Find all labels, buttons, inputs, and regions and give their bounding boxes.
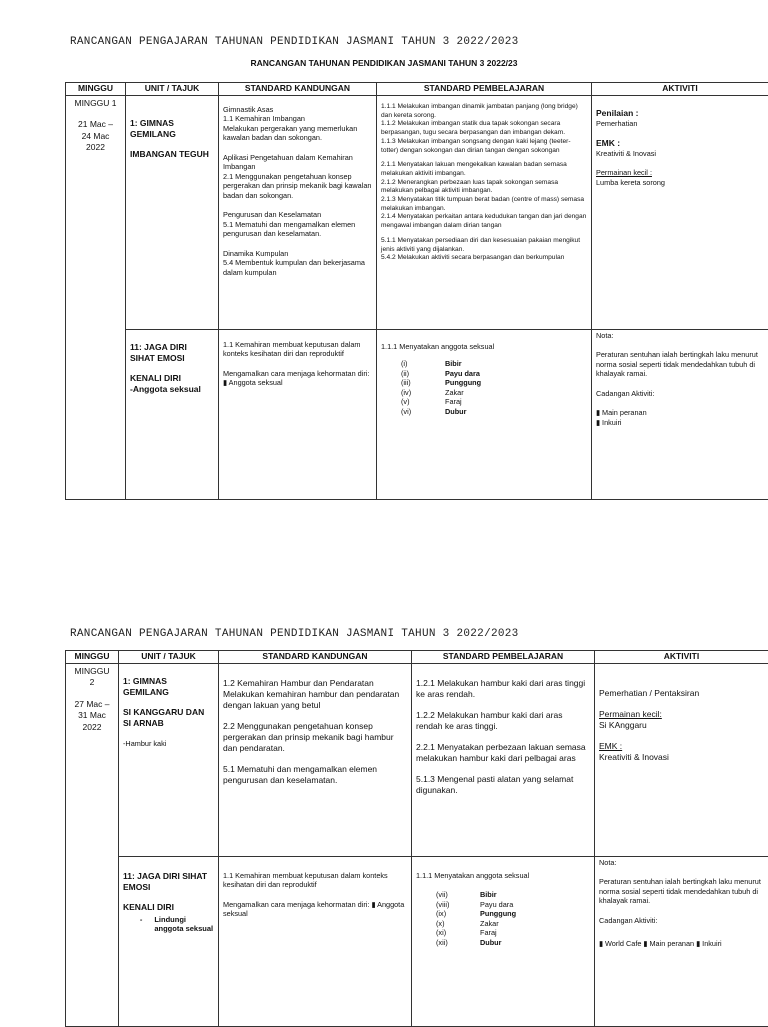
list-item <box>381 407 587 416</box>
table-row <box>66 96 768 330</box>
list-number: (xii) <box>416 938 480 947</box>
column-header-kandungan: STANDARD KANDUNGAN <box>219 83 377 96</box>
pembelajaran-cell <box>377 96 592 330</box>
list-number: (ii) <box>381 369 445 378</box>
table-header-row <box>66 651 768 664</box>
list-number: (vii) <box>416 890 480 899</box>
pembelajaran-item: 1.1.1 Melakukan imbangan dinamik jambatan panjang (long bridge) dan kereta sorong. 1.1.2 Melakukan imbangan statik dua tapak sokongan secara berpasangan, tugu secara berpasangan dan imbangan dekam. 1.1.3 Melakukan imbangan songsang dengan kaki lejang (teeter-totter) dengan sokongan dan dirian tangan dengan sokongan <box>381 103 587 155</box>
emk-value: Kreativiti & Inovasi <box>596 149 764 158</box>
kandungan-cell <box>219 857 412 1027</box>
column-header-aktiviti: AKTIVITI <box>592 83 768 96</box>
list-item <box>416 919 590 928</box>
pembelajaran-cell <box>377 330 592 500</box>
table-row <box>66 664 768 857</box>
column-header-minggu: MINGGU <box>66 83 126 96</box>
pembelajaran-title: 1.1.1 Menyatakan anggota seksual <box>381 342 587 351</box>
list-item <box>381 388 587 397</box>
unit-cell <box>126 96 219 330</box>
list-number: (viii) <box>416 900 480 909</box>
week-label: MINGGU 2 <box>70 666 114 689</box>
unit-title: 1: GIMNAS GEMILANG <box>123 676 214 697</box>
list-word: Dubur <box>445 407 466 416</box>
week-dates: 21 Mac – 24 Mac 2022 <box>70 119 121 153</box>
column-header-aktiviti: AKTIVITI <box>595 651 768 664</box>
kandungan-item: Mengamalkan cara menjaga kehormatan diri: ▮ Anggota seksual <box>223 369 372 388</box>
table-row <box>66 330 768 500</box>
pembelajaran-item: 1.2.2 Melakukan hambur kaki dari aras rendah ke aras tinggi. <box>416 710 590 732</box>
kandungan-item: Aplikasi Pengetahuan dalam Kemahiran Imbangan 2.1 Menggunakan pengetahuan konsep pergerakan dan prinsip mekanik bagi kawalan badan dan sokongan. <box>223 153 372 200</box>
unit-cell <box>119 857 219 1027</box>
column-header-unit: UNIT / TAJUK <box>126 83 219 96</box>
unit-title: 1: GIMNAS GEMILANG <box>130 118 214 139</box>
pembelajaran-item: 5.1.3 Mengenal pasti alatan yang selamat digunakan. <box>416 774 590 796</box>
list-number: (ix) <box>416 909 480 918</box>
week-cell <box>66 96 126 500</box>
unit-subtitle: IMBANGAN TEGUH <box>130 149 214 160</box>
unit-title: 11: JAGA DIRI SIHAT EMOSI <box>123 871 214 892</box>
aktiviti-cell <box>592 330 768 500</box>
kandungan-item: Gimnastik Asas 1.1 Kemahiran Imbangan Melakukan pergerakan yang memerlukan kawalan badan dan sokongan. <box>223 105 372 143</box>
list-word: Payu dara <box>480 900 513 909</box>
column-header-pembelajaran: STANDARD PEMBELAJARAN <box>412 651 595 664</box>
list-item <box>381 369 587 378</box>
kandungan-item: Dinamika Kumpulan 5.4 Membentuk kumpulan dan bekerjasama dalam kumpulan <box>223 249 372 277</box>
cadangan-items: ▮ World Cafe ▮ Main peranan ▮ Inkuiri <box>599 939 764 948</box>
aktiviti-cell <box>595 664 768 857</box>
kandungan-cell <box>219 330 377 500</box>
kandungan-item: 1.1 Kemahiran membuat keputusan dalam konteks kesihatan diri dan reproduktif <box>223 871 407 890</box>
column-header-unit: UNIT / TAJUK <box>119 651 219 664</box>
week-cell <box>66 664 119 1027</box>
emk-value: Kreativiti & Inovasi <box>599 752 764 763</box>
cadangan-label: Cadangan Aktiviti: <box>599 916 764 925</box>
unit-subitem-text: Lindungi anggota seksual <box>154 915 214 934</box>
table-row <box>66 857 768 1027</box>
kandungan-cell <box>219 96 377 330</box>
list-item <box>416 890 590 899</box>
column-header-minggu: MINGGU <box>66 651 119 664</box>
unit-cell <box>126 330 219 500</box>
unit-subtitle: KENALI DIRI <box>123 902 214 913</box>
kandungan-cell <box>219 664 412 857</box>
column-header-pembelajaran: STANDARD PEMBELAJARAN <box>377 83 592 96</box>
lesson-plan-table-week-2 <box>65 650 768 1027</box>
table-header-row <box>66 83 768 96</box>
list-word: Faraj <box>445 397 462 406</box>
list-word: Dubur <box>480 938 501 947</box>
list-item <box>416 928 590 937</box>
unit-subitem <box>123 915 214 934</box>
dash-bullet: - <box>123 915 154 934</box>
nota-label: Nota: <box>596 331 764 340</box>
list-word: Zakar <box>480 919 499 928</box>
week-dates: 27 Mac – 31 Mac 2022 <box>70 699 114 733</box>
document-header: RANCANGAN PENGAJARAN TAHUNAN PENDIDIKAN JASMANI TAHUN 3 2022/2023 <box>70 628 519 640</box>
unit-cell <box>119 664 219 857</box>
list-item <box>381 397 587 406</box>
unit-note: -Hambur kaki <box>123 739 214 748</box>
nota-label: Nota: <box>599 858 764 867</box>
list-word: Punggung <box>480 909 516 918</box>
list-word: Bibir <box>445 359 462 368</box>
list-item <box>381 359 587 368</box>
nota-text: Peraturan sentuhan ialah bertingkah laku menurut norma sosial seperti tidak mendedahkan tubuh di khalayak ramai. <box>596 350 764 378</box>
week-label: MINGGU 1 <box>70 98 121 109</box>
list-number: (vi) <box>381 407 445 416</box>
anggota-list <box>416 890 590 947</box>
document-header: RANCANGAN PENGAJARAN TAHUNAN PENDIDIKAN JASMANI TAHUN 3 2022/2023 <box>70 36 519 48</box>
permainan-value: Si KAnggaru <box>599 720 764 731</box>
kandungan-item: 1.2 Kemahiran Hambur dan Pendaratan Melakukan kemahiran hambur dan pendaratan dengan lakuan yang betul <box>223 678 407 711</box>
list-number: (iv) <box>381 388 445 397</box>
kandungan-item: 1.1 Kemahiran membuat keputusan dalam konteks kesihatan diri dan reproduktif <box>223 340 372 359</box>
column-header-kandungan: STANDARD KANDUNGAN <box>219 651 412 664</box>
list-item <box>416 909 590 918</box>
permainan-label: Permainan kecil : <box>596 168 764 177</box>
list-number: (v) <box>381 397 445 406</box>
pembelajaran-title: 1.1.1 Menyatakan anggota seksual <box>416 871 590 880</box>
pembelajaran-item: 1.2.1 Melakukan hambur kaki dari aras tinggi ke aras rendah. <box>416 678 590 700</box>
pembelajaran-item: 2.2.1 Menyatakan perbezaan lakuan semasa melakukan hambur kaki dari pelbagai aras <box>416 742 590 764</box>
unit-subtitle: KENALI DIRI -Anggota seksual <box>130 373 214 394</box>
penilaian-label: Penilaian : <box>596 108 764 119</box>
aktiviti-cell <box>595 857 768 1027</box>
document-subtitle: RANCANGAN TAHUNAN PENDIDIKAN JASMANI TAHUN 3 2022/23 <box>0 58 768 68</box>
list-word: Faraj <box>480 928 497 937</box>
permainan-label: Permainan kecil: <box>599 709 764 720</box>
penilaian-value: Pemerhatian / Pentaksiran <box>599 688 764 699</box>
list-item <box>381 378 587 387</box>
list-number: (x) <box>416 919 480 928</box>
nota-text: Peraturan sentuhan ialah bertingkah laku menurut norma sosial seperti tidak mendedahkan tubuh di khalayak ramai. <box>599 877 764 905</box>
list-item <box>416 900 590 909</box>
unit-subtitle: SI KANGGARU DAN SI ARNAB <box>123 707 214 728</box>
emk-label: EMK : <box>599 741 764 752</box>
permainan-value: Lumba kereta sorong <box>596 178 764 187</box>
pembelajaran-cell <box>412 857 595 1027</box>
list-number: (iii) <box>381 378 445 387</box>
list-word: Bibir <box>480 890 497 899</box>
list-word: Payu dara <box>445 369 480 378</box>
unit-title: 11: JAGA DIRI SIHAT EMOSI <box>130 342 214 363</box>
cadangan-label: Cadangan Aktiviti: <box>596 389 764 398</box>
emk-label: EMK : <box>596 138 764 149</box>
aktiviti-cell <box>592 96 768 330</box>
cadangan-items: ▮ Main peranan ▮ Inkuiri <box>596 408 764 427</box>
lesson-plan-table-week-1 <box>65 82 768 500</box>
list-word: Zakar <box>445 388 464 397</box>
list-word: Punggung <box>445 378 481 387</box>
list-number: (i) <box>381 359 445 368</box>
penilaian-value: Pemerhatian <box>596 119 764 128</box>
pembelajaran-cell <box>412 664 595 857</box>
anggota-list <box>381 359 587 416</box>
pembelajaran-item: 2.1.1 Menyatakan lakuan mengekalkan kawalan badan semasa melakukan aktiviti imbangan. 2.1.2 Menerangkan perbezaan luas tapak sokongan semasa melakukan pelbagai aktiviti imbangan. 2.1.3 Menyatakan titik tumpuan berat badan (centre of mass) semasa melakukan imbangan. 2.1.4 Menyatakan perkaitan antara kedudukan tangan dan jari dengan mengawal imbangan dalam dirian tangan <box>381 161 587 231</box>
kandungan-item: 2.2 Menggunakan pengetahuan konsep pergerakan dan prinsip mekanik bagi hambur dan pendaratan. <box>223 721 407 754</box>
list-item <box>416 938 590 947</box>
kandungan-item: 5.1 Mematuhi dan mengamalkan elemen pengurusan dan keselamatan. <box>223 764 407 786</box>
kandungan-item: Mengamalkan cara menjaga kehormatan diri: ▮ Anggota seksual <box>223 900 407 919</box>
list-number: (xi) <box>416 928 480 937</box>
kandungan-item: Pengurusan dan Keselamatan 5.1 Mematuhi dan mengamalkan elemen pengurusan dan keselamatan. <box>223 210 372 238</box>
pembelajaran-item: 5.1.1 Menyatakan persediaan diri dan kesesuaian pakaian mengikut jenis aktiviti yang dijalankan. 5.4.2 Melakukan aktiviti secara berpasangan dan berkumpulan <box>381 237 587 263</box>
